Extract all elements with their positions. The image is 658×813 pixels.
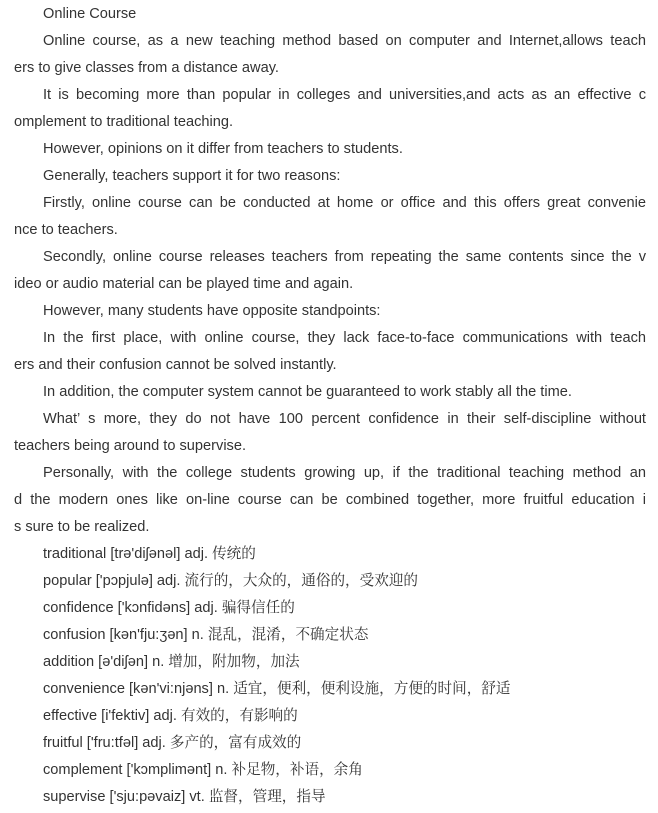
vocabulary-item: effective [i'fektiv] adj. 有效的，有影响的 xyxy=(43,708,298,724)
paragraph-continuation-line: s sure to be realized. xyxy=(14,519,150,535)
paragraph-line: It is becoming more than popular in colleges and universities,and acts as an effective c xyxy=(43,87,646,103)
paragraph-continuation-line: d the modern ones like on-line course can be combined together, more fruitful education i xyxy=(14,492,646,508)
vocabulary-item: addition [ə'diʃən] n. 增加，附加物，加法 xyxy=(43,654,300,670)
paragraph-continuation-line: ideo or audio material can be played time and again. xyxy=(14,276,354,292)
paragraph-line: What’ s more, they do not have 100 percent confidence in their self-discipline without xyxy=(43,411,646,427)
paragraph-line: In addition, the computer system cannot be guaranteed to work stably all the time. xyxy=(43,384,572,400)
vocabulary-item: complement ['kɔmplimənt] n. 补足物，补语，余角 xyxy=(43,762,363,778)
vocabulary-item: convenience [kən'vi:njəns] n. 适宜，便利，便利设施，方便的时间，舒适 xyxy=(43,681,511,697)
paragraph-line: Generally, teachers support it for two reasons: xyxy=(43,168,341,184)
vocabulary-item: confidence ['kɔnfidəns] adj. 骗得信任的 xyxy=(43,600,295,616)
paragraph-continuation-line: ers to give classes from a distance away. xyxy=(14,60,279,76)
vocabulary-item: traditional [trə'diʃənəl] adj. 传统的 xyxy=(43,546,256,562)
paragraph-line: Secondly, online course releases teachers from repeating the same contents since the v xyxy=(43,249,646,265)
paragraph-line: Firstly, online course can be conducted at home or office and this offers great convenie xyxy=(43,195,646,211)
paragraph-line: However, many students have opposite standpoints: xyxy=(43,303,381,319)
paragraph-continuation-line: nce to teachers. xyxy=(14,222,118,238)
vocabulary-item: popular ['pɔpjulə] adj. 流行的，大众的，通俗的，受欢迎的 xyxy=(43,573,419,589)
vocabulary-item: confusion [kən'fju:ʒən] n. 混乱，混淆，不确定状态 xyxy=(43,627,369,643)
paragraph-continuation-line: omplement to traditional teaching. xyxy=(14,114,234,130)
paragraph-line: However, opinions on it differ from teachers to students. xyxy=(43,141,403,157)
paragraph-line: Personally, with the college students growing up, if the traditional teaching method an xyxy=(43,465,646,481)
paragraph-continuation-line: ers and their confusion cannot be solved instantly. xyxy=(14,357,337,373)
paragraph-continuation-line: teachers being around to supervise. xyxy=(14,438,247,454)
article-title: Online Course xyxy=(43,6,137,22)
paragraph-line: Online course, as a new teaching method based on computer and Internet,allows teach xyxy=(43,33,646,49)
paragraph-line: In the first place, with online course, they lack face-to-face communications with teach xyxy=(43,330,646,346)
vocabulary-item: supervise ['sju:pəvaiz] vt. 监督，管理，指导 xyxy=(43,789,326,805)
vocabulary-item: fruitful ['fru:tfəl] adj. 多产的，富有成效的 xyxy=(43,735,302,751)
